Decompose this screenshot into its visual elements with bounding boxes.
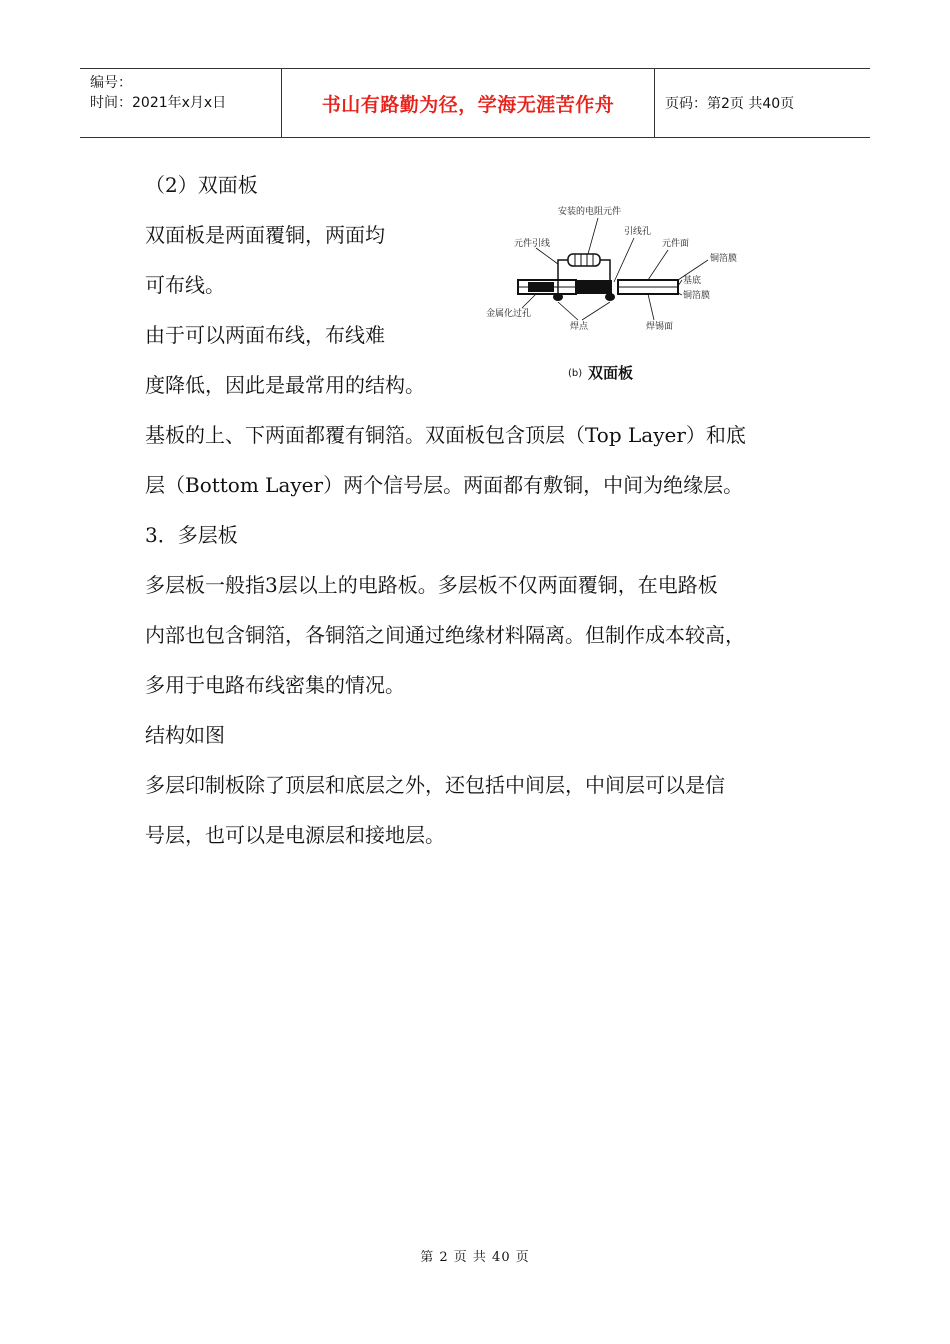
label-solder-side: 焊锡面: [646, 322, 674, 332]
paragraph-line: 度降低，因此是最常用的结构。: [145, 373, 425, 397]
paragraph-line: 层（Bottom Layer）两个信号层。两面都有敷铜，中间为绝缘层。: [145, 473, 744, 497]
paragraph-line: 内部也包含铜箔，各铜箔之间通过绝缘材料隔离。但制作成本较高，: [145, 623, 745, 647]
label-lead: 元件引线: [514, 239, 551, 249]
paragraph-line: 多层印制板除了顶层和底层之外，还包括中间层，中间层可以是信: [145, 773, 725, 797]
label-substrate: 基底: [683, 276, 702, 286]
header-page-info: 页码：第2页 共40页: [665, 96, 795, 112]
paragraph-line: 可布线。: [145, 273, 225, 297]
document-time: 时间：2021年x月x日: [90, 95, 227, 111]
double-layer-board-diagram: [478, 198, 748, 388]
figure-caption: 双面板: [588, 364, 634, 382]
board-drawing: [518, 218, 711, 320]
paragraph-line: 基板的上、下两面都覆有铜箔。双面板包含顶层（Top Layer）和底: [145, 423, 746, 447]
label-solder: 焊点: [570, 322, 589, 332]
paragraph-line: 多用于电路布线密集的情况。: [145, 673, 405, 697]
section-heading-double-layer: （2）双面板: [145, 173, 258, 197]
label-component: 安装的电阻元件: [558, 207, 622, 217]
label-component-side: 元件面: [662, 239, 690, 249]
figure-caption-prefix: (b): [568, 368, 583, 379]
paragraph-line: 多层板一般指3层以上的电路板。多层板不仅两面覆铜，在电路板: [145, 573, 718, 597]
label-foil-bottom: 铜箔膜: [683, 291, 711, 301]
page-header: [80, 68, 870, 138]
page-footer: 第 2 页 共 40 页: [420, 1250, 530, 1265]
paragraph-line: 由于可以两面布线，布线难: [145, 323, 385, 347]
paragraph-line: 结构如图: [145, 723, 225, 747]
document-number-label: 编号：: [90, 75, 132, 91]
label-hole: 引线孔: [624, 227, 652, 237]
header-meta: [80, 69, 282, 137]
paragraph-line: 双面板是两面覆铜，两面均: [145, 223, 385, 247]
label-via: 金属化过孔: [486, 309, 532, 319]
paragraph-line: 号层，也可以是电源层和接地层。: [145, 823, 445, 847]
section-heading-multi-layer: 3．多层板: [145, 523, 238, 547]
header-motto: 书山有路勤为径，学海无涯苦作舟: [282, 69, 655, 137]
label-foil-top: 铜箔膜: [710, 254, 738, 264]
